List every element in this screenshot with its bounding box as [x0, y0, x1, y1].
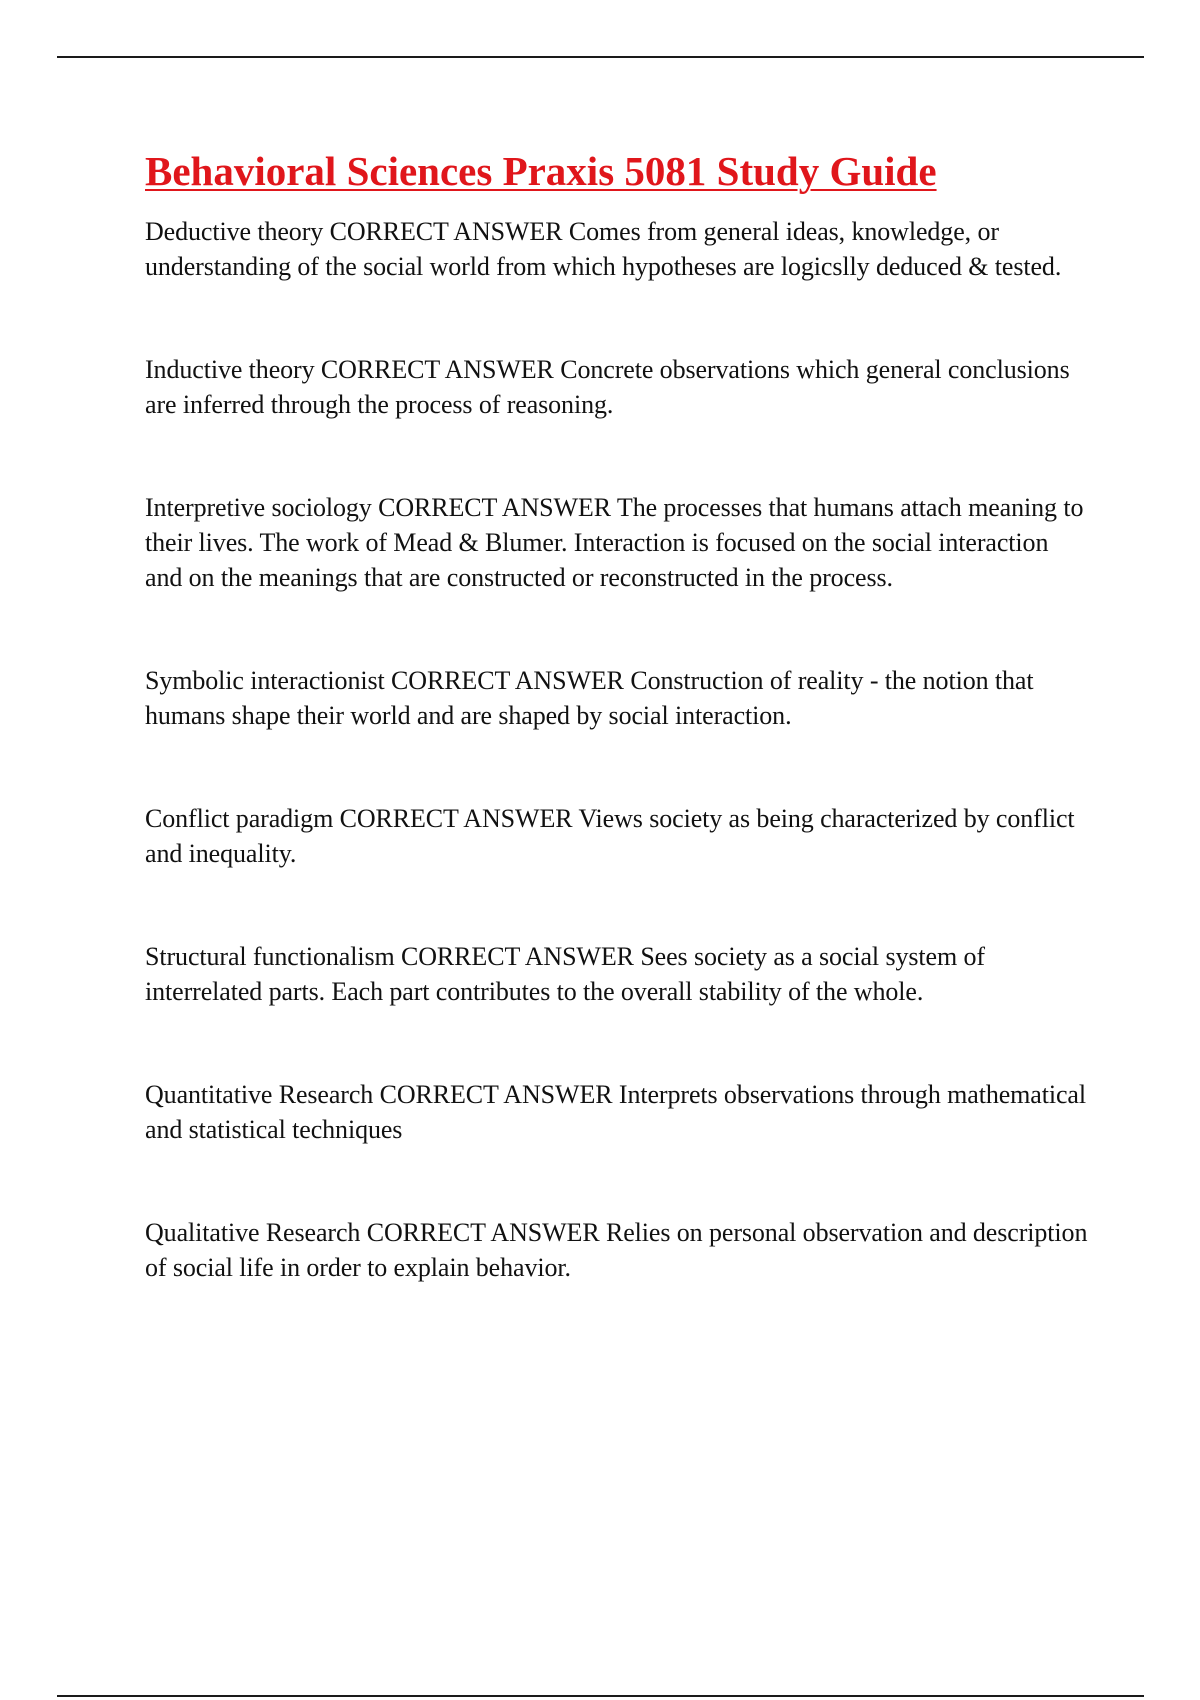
qa-marker: CORRECT ANSWER — [366, 1218, 600, 1247]
qa-entry-quantitative-research — [145, 1077, 1090, 1147]
qa-term: Symbolic interactionist — [145, 666, 385, 695]
qa-answer: Comes from general ideas, knowledge, or understanding of the social world from which hypotheses are logicslly deduced & tested. — [145, 217, 1062, 281]
qa-entry-symbolic-interactionist — [145, 663, 1090, 733]
qa-entry-deductive-theory — [145, 214, 1090, 284]
qa-answer: Concrete observations which general conclusions are inferred through the process of reasoning. — [145, 355, 1070, 419]
qa-term: Conflict paradigm — [145, 804, 334, 833]
footer-rule — [57, 1695, 1144, 1697]
qa-term: Quantitative Research — [145, 1080, 374, 1109]
qa-marker: CORRECT ANSWER — [320, 355, 554, 384]
qa-entry-structural-functionalism — [145, 939, 1090, 1009]
qa-marker: CORRECT ANSWER — [379, 1080, 613, 1109]
qa-answer: Interprets observations through mathematical and statistical techniques — [145, 1080, 1086, 1144]
qa-list — [145, 214, 1090, 1285]
qa-term: Structural functionalism — [145, 942, 395, 971]
qa-term: Deductive theory — [145, 217, 324, 246]
qa-marker: CORRECT ANSWER — [339, 804, 573, 833]
qa-answer: Sees society as a social system of interrelated parts. Each part contributes to the overall stability of the whole. — [145, 942, 985, 1006]
qa-answer: The processes that humans attach meaning to their lives. The work of Mead & Blumer. Interaction is focused on the social interaction and on the meanings that are constructed or reconstructed in the process. — [145, 493, 1084, 592]
qa-term: Inductive theory — [145, 355, 315, 384]
qa-answer: Relies on personal observation and description of social life in order to explain behavior. — [145, 1218, 1088, 1282]
document-page — [145, 146, 1090, 1285]
qa-marker: CORRECT ANSWER — [378, 493, 611, 522]
qa-entry-conflict-paradigm — [145, 801, 1090, 871]
page-title: Behavioral Sciences Praxis 5081 Study Guide — [145, 148, 937, 194]
qa-answer: Views society as being characterized by conflict and inequality. — [145, 804, 1075, 868]
qa-marker: CORRECT ANSWER — [329, 217, 563, 246]
qa-answer: Construction of reality - the notion that humans shape their world and are shaped by social interaction. — [145, 666, 1034, 730]
qa-entry-qualitative-research — [145, 1215, 1090, 1285]
qa-marker: CORRECT ANSWER — [391, 666, 624, 695]
qa-term: Interpretive sociology — [145, 493, 372, 522]
qa-marker: CORRECT ANSWER — [401, 942, 634, 971]
qa-entry-inductive-theory — [145, 352, 1090, 422]
qa-entry-interpretive-sociology — [145, 490, 1090, 595]
header-rule — [57, 56, 1144, 58]
qa-term: Qualitative Research — [145, 1218, 361, 1247]
